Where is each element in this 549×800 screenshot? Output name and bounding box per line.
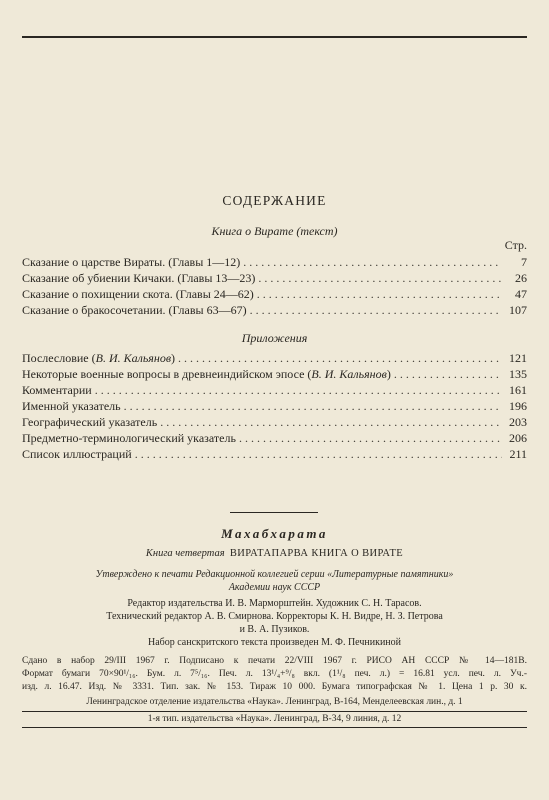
contents-heading: СОДЕРЖАНИЕ xyxy=(222,193,327,208)
toc-row xyxy=(22,399,527,414)
toc-page-number: 47 xyxy=(515,287,527,301)
toc-page-number: 26 xyxy=(515,271,527,285)
toc-title: Сказание о царстве Вираты. (Главы 1—12) xyxy=(22,255,241,269)
toc-leader-dots xyxy=(160,415,502,430)
imprint-print-data: Формат бумаги 70×90¹/₁₆. Бум. л. 7⁵/₁₆. Печ. л. 13¹/₄+⁹/₈ вкл. (1¹/₈ печ. л.) = 16.81 усл. печ. л. Уч.- xyxy=(22,669,527,679)
imprint-book-label: Книга четвертая xyxy=(145,548,225,559)
toc-title: Список иллюстраций xyxy=(22,447,132,461)
imprint-printer: 1-я тип. издательства «Наука». Ленинград, В-34, 9 линия, д. 12 xyxy=(147,714,402,724)
toc-leader-dots xyxy=(258,271,502,286)
toc-row xyxy=(22,351,527,366)
toc-title: Географический указатель xyxy=(22,415,158,429)
toc-leader-dots xyxy=(243,255,502,270)
imprint-rule xyxy=(22,711,527,712)
imprint-typesetting: Набор санскритского текста произведен М. Ф. Печникиной xyxy=(147,637,402,648)
imprint-print-data: изд. л. 16.47. Изд. № 3331. Тип. зак. № 153. Тираж 10 000. Бумага типографская № 1. Цена 1 р. 30 к. xyxy=(22,682,527,692)
imprint-book-name: ВИРАТАПАРВА КНИГА О ВИРАТЕ xyxy=(229,548,404,559)
imprint-rule xyxy=(22,727,527,728)
toc-row xyxy=(22,271,527,286)
toc-title: Сказание о похищении скота. (Главы 24—62) xyxy=(22,287,254,301)
toc-page-number: 211 xyxy=(509,447,527,461)
imprint-editors: Технический редактор А. В. Смирнова. Корректоры К. Н. Видре, Н. З. Петрова xyxy=(106,611,443,622)
toc-page-number: 7 xyxy=(521,255,527,269)
toc-leader-dots xyxy=(178,351,502,366)
toc-author: В. И. Кальянов xyxy=(311,367,387,381)
toc-title: Сказание об убиении Кичаки. (Главы 13—23) xyxy=(22,271,256,285)
toc-row xyxy=(22,383,527,398)
toc-leader-dots xyxy=(239,431,502,446)
toc-leader-dots xyxy=(257,287,502,302)
page-label: Стр. xyxy=(504,238,527,252)
toc-title: Некоторые военные вопросы в древнеиндийском эпосе (В. И. Кальянов) xyxy=(22,367,391,381)
toc-row xyxy=(22,287,527,302)
imprint-editors: и В. А. Пузиков. xyxy=(239,624,310,635)
toc-row xyxy=(22,303,527,318)
toc-row xyxy=(22,367,527,382)
toc-author: В. И. Кальянов xyxy=(95,351,172,365)
toc-page-number: 135 xyxy=(509,367,527,381)
toc-title: Сказание о бракосочетании. (Главы 63—67) xyxy=(22,303,247,317)
toc-leader-dots xyxy=(135,447,502,462)
toc-title: Именной указатель xyxy=(22,399,121,413)
toc-row xyxy=(22,255,527,270)
toc-leader-dots xyxy=(124,399,502,414)
toc-page-number: 206 xyxy=(509,431,527,445)
imprint-academy: Академии наук СССР xyxy=(228,582,321,593)
toc-page-number: 161 xyxy=(509,383,527,397)
top-rule xyxy=(22,36,527,38)
imprint-editors: Редактор издательства И. В. Марморштейн. Художник С. Н. Тарасов. xyxy=(127,598,422,609)
toc-page-number: 121 xyxy=(509,351,527,365)
toc-leader-dots xyxy=(250,303,502,318)
toc-page-number: 107 xyxy=(509,303,527,317)
appendix-title: Приложения xyxy=(241,331,308,345)
toc-row xyxy=(22,431,527,446)
imprint-publisher: Ленинградское отделение издательства «Наука». Ленинград, В-164, Менделеевская лин., д. 1 xyxy=(86,697,463,707)
imprint-title: Махабхарата xyxy=(221,526,328,541)
imprint-book-line xyxy=(22,548,527,559)
toc-row xyxy=(22,447,527,462)
toc-title: Послесловие (В. И. Кальянов) xyxy=(22,351,176,365)
imprint-print-data: Сдано в набор 29/III 1967 г. Подписано к печати 22/VIII 1967 г. РИСО АН СССР № 14—181В. xyxy=(22,656,527,666)
book-title: Книга о Вирате (текст) xyxy=(211,224,338,238)
toc-leader-dots xyxy=(394,367,502,382)
toc-title: Предметно-терминологический указатель xyxy=(22,431,236,445)
toc-leader-dots xyxy=(95,383,502,398)
toc-title: Комментарии xyxy=(22,383,92,397)
toc-page-number: 203 xyxy=(509,415,527,429)
imprint-approved: Утверждено к печати Редакционной коллегией серии «Литературные памятники» xyxy=(95,569,454,580)
toc-row xyxy=(22,415,527,430)
toc-page-number: 196 xyxy=(509,399,527,413)
separator-rule xyxy=(230,512,318,513)
